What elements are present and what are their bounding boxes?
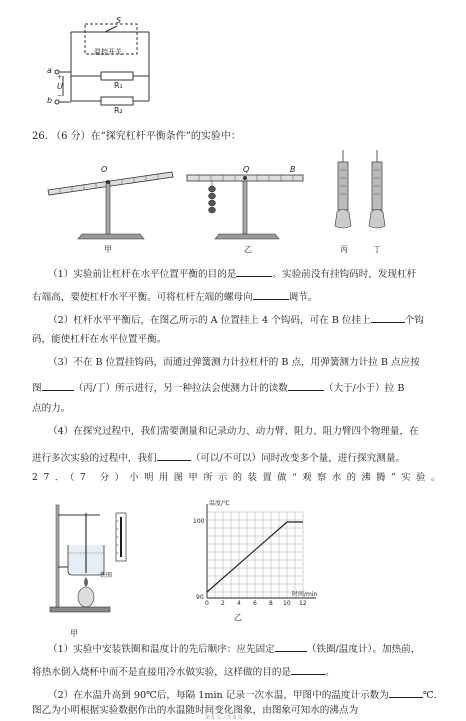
thermostat-label: 温控开关 [94,48,122,56]
graph-ylabel: 温度/℃ [209,500,230,507]
x-tick-2: 2 [221,600,225,607]
answer-blank[interactable] [236,266,272,277]
q26-p2-line2: 码，能使杠杆在水平位置平衡。 [32,334,167,345]
answer-blank[interactable] [389,687,423,698]
x-tick-12: 12 [299,600,307,607]
answer-blank[interactable] [288,380,324,391]
q26-p1-line1: （1）实验前让杠杆在水平位置平衡的目的是 。实验前没有挂钩码时，发现杠杆 [48,266,416,281]
iron-ring-label: 铁圈 [100,572,113,579]
y-tick-90: 90 [196,594,204,601]
x-tick-4: 4 [237,600,241,607]
lever-figure-jia [40,158,180,248]
answer-blank[interactable] [291,664,325,675]
plus-label: + [57,74,63,81]
point-q-label: Q [243,165,250,174]
point-b-label: B [290,165,296,174]
q27-p1-line1: （1）实验中安装铁圈和温度计的先后顺序：应先固定 （铁圈/温度计）。加热前， [48,641,420,656]
q26-p2-line1: （2）杠杆水平平衡后，在图乙所示的 A 位置挂上 4 个钩码，可在 B 位挂上 个钩 [48,312,424,327]
answer-blank[interactable] [371,312,405,323]
q26-p3-line3: 点的力。 [32,403,71,414]
answer-blank[interactable] [275,641,307,652]
r1-resistor [101,72,133,80]
answer-blank[interactable] [157,450,191,461]
r1-label: R₁ [114,81,123,90]
hook-weights [209,186,216,213]
spring-scale-figures [325,150,400,245]
x-tick-6: 6 [253,600,257,607]
terminal-b-label: b [47,96,53,105]
y-tick-100: 100 [193,518,205,525]
switch-label: S [116,16,122,25]
q27-p1-line2: 将热水倒入烧杯中而不是直接用冷水做实验，这样做的目的是 。 [32,664,335,679]
q26-p3-line2: 图 （丙/丁）所示进行，另一种拉法会使测力计的读数 （大于/小于）拉 B [32,380,404,395]
pivot-o-label-jia: O [101,165,108,174]
fig-label-yi: 乙 [244,245,252,254]
circuit-diagram [45,4,165,114]
x-tick-8: 8 [269,600,273,607]
q27-p2-line2: 图乙为小明根据实验数据作出的水温随时间变化图象，由图象可知水的沸点为 [32,705,359,716]
q26-p4-line2: 进行多次实验的过程中，我们 （可以/不可以）同时改变多个量，进行探究测量。 [32,450,405,465]
q26-p4-line1: （4）在探究过程中，我们需要测量和记录动力、动力臂、阻力、阻力臂四个物理量，在 [48,426,419,437]
fig-label-bing: 丙 [340,245,348,254]
graph-xlabel: 时间/min [292,591,318,598]
q27-p2-line1: （2）在水温升高到 90℃后，每隔 1min 记录一次水温，甲图中的温度计示数为 ℃. [48,687,437,702]
fig-label-yi-27: 乙 [234,613,242,622]
q26-title: 26. （6 分）在“探究杠杆平衡条件”的实验中： [32,131,241,142]
x-tick-0: 0 [205,600,209,607]
boiling-apparatus-figure [42,495,142,620]
page-footer: 第 5 页（共 8 页） [205,715,248,721]
q26-p1-line2: 右端高，要使杠杆水平平衡。可将杠杆左端的螺母向 调节。 [32,289,317,304]
answer-blank[interactable] [42,380,74,391]
terminal-a-label: a [47,66,52,75]
answer-blank[interactable] [253,289,289,300]
fig-label-jia: 甲 [104,245,112,254]
minus-label: − [57,92,63,99]
graph-grid [207,512,303,598]
fig-label-ding: 丁 [373,245,381,254]
voltage-label: U [57,82,63,91]
q27-title: 27．（7 分）小明用图甲所示的装置做“观察水的沸腾”实验。 [32,472,446,483]
r2-label: R₂ [114,106,123,115]
fig-label-jia-27: 甲 [70,629,78,638]
x-tick-10: 10 [283,600,291,607]
r2-resistor [101,97,133,105]
q26-p3-line1: （3）不在 B 位置挂钩码，而通过弹簧测力计拉杠杆的 B 点，用弹簧测力计拉 B 点应按 [48,357,420,368]
